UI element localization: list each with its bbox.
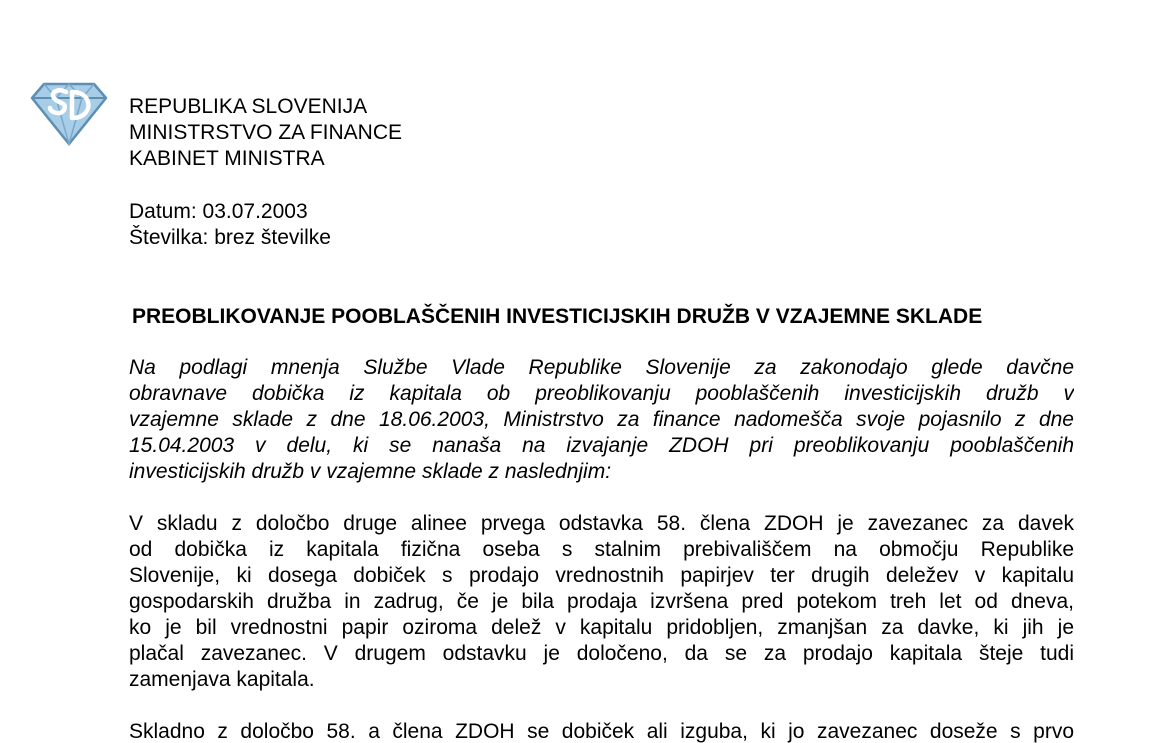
body-paragraph xyxy=(129,511,1074,693)
intro-line: vzajemne sklade z dne 18.06.2003, Ministrstvo za finance nadomešča svoje pojasnilo z dne xyxy=(129,408,1074,431)
body-line: zamenjava kapitala. xyxy=(129,668,315,691)
header-cabinet: KABINET MINISTRA xyxy=(129,147,325,170)
body-line: plačal zavezanec. V drugem odstavku je določeno, da se za prodajo kapitala šteje tudi xyxy=(129,642,1074,665)
ministry-logo-icon xyxy=(28,78,110,148)
intro-line: 15.04.2003 v delu, ki se nanaša na izvajanje ZDOH pri preoblikovanju pooblaščenih xyxy=(129,434,1074,457)
document-date: Datum: 03.07.2003 xyxy=(129,200,308,223)
body-line: V skladu z določbo druge alinee prvega odstavka 58. člena ZDOH je zavezanec za davek xyxy=(129,512,1074,535)
body-line: ko je bil vrednostni papir oziroma delež v kapitalu pridobljen, zmanjšan za davke, ki jih je xyxy=(129,616,1074,639)
document-title: PREOBLIKOVANJE POOBLAŠČENIH INVESTICIJSKIH DRUŽB V VZAJEMNE SKLADE xyxy=(132,305,983,328)
intro-line: investicijskih družb v vzajemne sklade z naslednjim: xyxy=(129,460,612,483)
document-number: Številka: brez številke xyxy=(129,226,331,249)
body-line: Slovenije, ki dosega dobiček s prodajo vrednostnih papirjev ter drugih deležev v kapitalu xyxy=(129,564,1074,587)
header-republic: REPUBLIKA SLOVENIJA xyxy=(129,95,368,118)
intro-paragraph xyxy=(129,355,1074,485)
document-page xyxy=(129,0,1074,743)
body-line: Skladno z določbo 58. a člena ZDOH se dobiček ali izguba, ki jo zavezanec doseže s prvo xyxy=(129,720,1074,743)
body-line: gospodarskih družba in zadrug, če je bila prodaja izvršena pred potekom treh let od dneva, xyxy=(129,590,1074,613)
header-ministry: MINISTRSTVO ZA FINANCE xyxy=(129,121,403,144)
intro-line: Na podlagi mnenja Službe Vlade Republike Slovenije za zakonodajo glede davčne xyxy=(129,356,1074,379)
next-paragraph xyxy=(129,719,1074,743)
body-line: od dobička iz kapitala fizična oseba s stalnim prebivališčem na območju Republike xyxy=(129,538,1074,561)
intro-line: obravnave dobička iz kapitala ob preoblikovanju pooblaščenih investicijskih družb v xyxy=(129,382,1074,405)
